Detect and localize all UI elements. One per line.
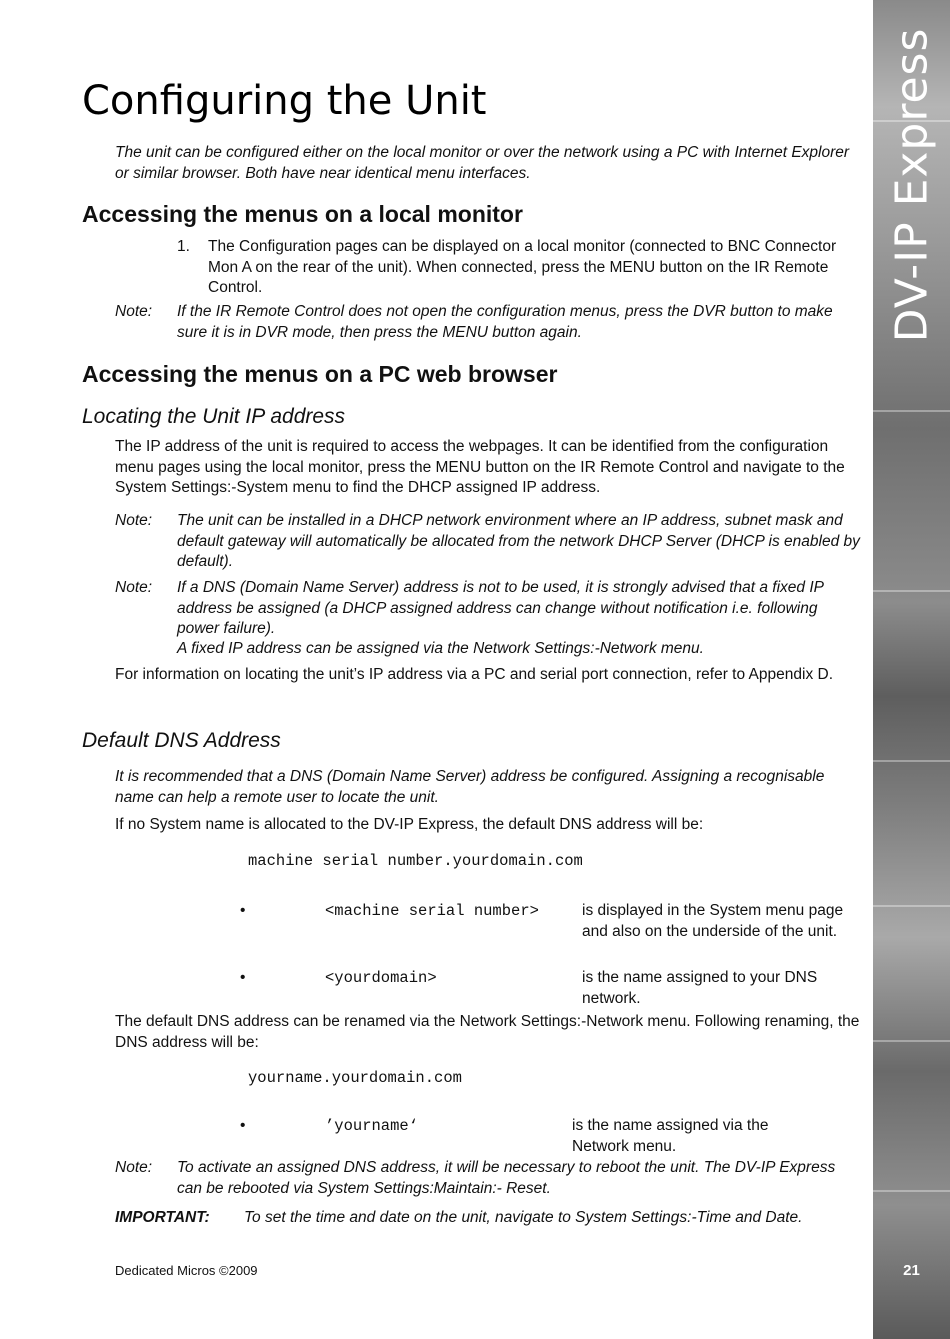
heading-default-dns: Default DNS Address — [82, 729, 281, 752]
bullet: • — [240, 902, 246, 919]
note-text: To activate an assigned DNS address, it will be necessary to reboot the unit. The DV-IP Express can be rebooted via System Settings:Maintain:- Reset. — [177, 1159, 836, 1197]
appendix-paragraph: For information on locating the unit’s IP address via a PC and serial port connection, refer to Appendix D. — [115, 666, 833, 683]
note-text: The unit can be installed in a DHCP network environment where an IP address, subnet mask and default gateway will automatically be allocated from the network DHCP Server (DHCP is enabled by default). — [177, 512, 860, 570]
note-text: If the IR Remote Control does not open the configuration menus, press the DVR button to make sure it is in DVR mode, then press the MENU button again. — [177, 303, 833, 341]
step-text: The Configuration pages can be displayed on a local monitor (connected to BNC Connector Mon A on the rear of the unit). When connected, press the MENU button on the IR Remote Control. — [208, 238, 837, 296]
bullet-term: ’yourname‘ — [325, 1117, 419, 1135]
bullet-description: is the name assigned to your DNS network. — [582, 969, 818, 1007]
bullet-term: <yourdomain> — [325, 969, 437, 987]
important-label: IMPORTANT: — [115, 1209, 210, 1226]
ip-paragraph: The IP address of the unit is required to access the webpages. It can be identified from the configuration menu pages using the local monitor, press the MENU button on the IR Remote Control and navigate to the System Settings:-System menu to find the DHCP assigned IP address. — [115, 438, 845, 496]
heading-locating-ip: Locating the Unit IP address — [82, 405, 346, 428]
strip-streak — [873, 760, 950, 762]
heading-web-browser: Accessing the menus on a PC web browser — [82, 361, 558, 387]
strip-streak — [873, 410, 950, 412]
bullet: • — [240, 969, 246, 986]
page-number: 21 — [903, 1262, 920, 1279]
rename-paragraph: The default DNS address can be renamed via the Network Settings:-Network menu. Following renaming, the DNS address will be: — [115, 1013, 860, 1051]
note-text: If a DNS (Domain Name Server) address is not to be used, it is strongly advised that a fixed IP address be assigned (a DHCP assigned address can change without notification i.e. following power failure). — [177, 579, 824, 637]
bullet: • — [240, 1117, 246, 1134]
intro-paragraph: The unit can be configured either on the local monitor or over the network using a PC with Internet Explorer or similar browser. Both have near identical menu interfaces. — [115, 144, 850, 182]
bullet-term: <machine serial number> — [325, 902, 539, 920]
product-title-text: DV-IP Express — [886, 27, 937, 343]
important-text: To set the time and date on the unit, navigate to System Settings:-Time and Date. — [244, 1209, 803, 1226]
footer-copyright: Dedicated Micros ©2009 — [115, 1263, 258, 1278]
bullet-description: is displayed in the System menu page and also on the underside of the unit. — [582, 902, 844, 940]
note-text-continued: A fixed IP address can be assigned via the Network Settings:-Network menu. — [177, 640, 704, 657]
heading-local-monitor: Accessing the menus on a local monitor — [82, 201, 523, 227]
dns-intro: It is recommended that a DNS (Domain Name Server) address be configured. Assigning a recognisable name can help a remote user to locate the unit. — [115, 768, 825, 806]
note-label: Note: — [115, 1159, 153, 1176]
bullet-description: is the name assigned via the Network menu. — [572, 1117, 769, 1155]
page-title: Configuring the Unit — [82, 78, 487, 124]
strip-streak — [873, 590, 950, 592]
note-label: Note: — [115, 579, 153, 596]
default-dns-address: machine serial number.yourdomain.com — [248, 852, 583, 870]
strip-streak — [873, 905, 950, 907]
renamed-dns-address: yourname.yourdomain.com — [248, 1069, 462, 1087]
strip-streak — [873, 1190, 950, 1192]
strip-streak — [873, 1040, 950, 1042]
step-number: 1. — [177, 238, 190, 255]
note-label: Note: — [115, 512, 153, 529]
note-label: Note: — [115, 303, 153, 320]
dns-paragraph: If no System name is allocated to the DV-IP Express, the default DNS address will be: — [115, 816, 704, 833]
sidebar-product-title — [873, 27, 950, 343]
